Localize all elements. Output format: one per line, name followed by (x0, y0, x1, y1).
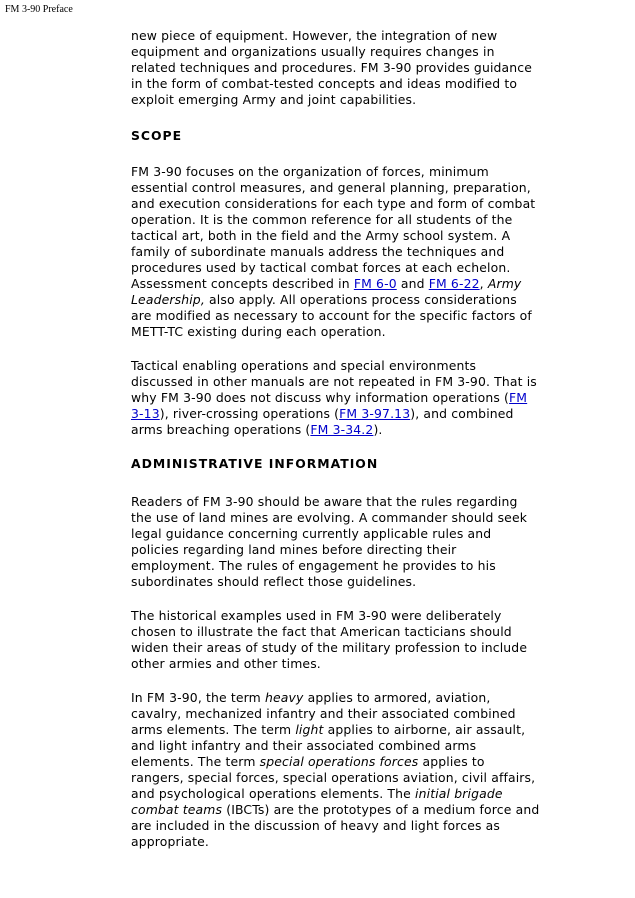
admin-p3-text-5: (IBCTs) are the prototypes of a medium force and are included in the discussion of heavy and light forces as appropriate. (131, 802, 540, 849)
term-heavy: heavy (265, 690, 304, 705)
scope-heading: SCOPE (131, 128, 183, 143)
admin-p3-text-1: In FM 3-90, the term (131, 690, 265, 705)
scope-p1-text-2: and (396, 276, 429, 291)
scope-p2-text-4: ). (373, 422, 383, 437)
link-fm-6-22[interactable]: FM 6-22 (428, 276, 480, 291)
scope-p1-text-1: FM 3-90 focuses on the organization of forces, minimum essential control measures, and general planning, preparation, and execution considerations for each type and form of combat operation. It is the common reference for all students of the tactical art, both in the field and the Army school system. A family of subordinate manuals address the techniques and procedures used by tactical combat forces at each echelon. Assessment concepts described in (131, 164, 536, 291)
term-special-operations-forces: special operations forces (259, 754, 419, 769)
administrative-information-heading: ADMINISTRATIVE INFORMATION (131, 456, 379, 471)
scope-p2-text-1: Tactical enabling operations and special environments discussed in other manuals are not repeated in FM 3-90. That is why FM 3-90 does not discuss why information operations ( (131, 358, 537, 405)
running-header: FM 3-90 Preface (5, 4, 73, 15)
admin-paragraph-3 (131, 690, 541, 850)
admin-p3-text-4: applies to rangers, special forces, special operations aviation, civil affairs, and psychological operations elements. The (131, 754, 536, 801)
intro-paragraph: new piece of equipment. However, the integration of new equipment and organizations usually requires changes in related techniques and procedures. FM 3-90 provides guidance in the form of combat-tested concepts and ideas modified to exploit emerging Army and joint capabilities. (131, 28, 533, 107)
term-light: light (295, 722, 324, 737)
scope-p1-text-3: , (479, 276, 488, 291)
admin-paragraph-2: The historical examples used in FM 3-90 were deliberately chosen to illustrate the fact that American tacticians should widen their areas of study of the military profession to include other armies and other times. (131, 608, 528, 671)
admin-paragraph-1: Readers of FM 3-90 should be aware that the rules regarding the use of land mines are evolving. A commander should seek legal guidance concerning currently applicable rules and policies regarding land mines before directing their employment. The rules of engagement he provides to his subordinates should reflect those guidelines. (131, 494, 528, 589)
admin-p3-text-3: applies to airborne, air assault, and light infantry and their associated combined arms elements. The term (131, 722, 526, 769)
scope-p1-text-4: also apply. All operations process considerations are modified as necessary to account for the specific factors of METT-TC existing during each operation. (131, 292, 532, 339)
link-fm-3-34-2[interactable]: FM 3-34.2 (310, 422, 374, 437)
document-body (131, 28, 541, 868)
scope-p2-text-2: ), river-crossing operations ( (159, 406, 340, 421)
scope-p2-text-3: ), and combined arms breaching operations ( (131, 406, 514, 437)
term-initial-brigade-combat-teams: initial brigade combat teams (131, 786, 503, 817)
scope-paragraph-2 (131, 358, 541, 438)
manual-title-army-leadership: Army Leadership, (131, 276, 522, 307)
link-fm-3-97-13[interactable]: FM 3-97.13 (339, 406, 411, 421)
admin-p3-text-2: applies to armored, aviation, cavalry, mechanized infantry and their associated combined arms elements. The term (131, 690, 516, 737)
link-fm-3-13[interactable]: FM 3-13 (131, 390, 528, 421)
scope-paragraph-1 (131, 164, 541, 340)
link-fm-6-0[interactable]: FM 6-0 (353, 276, 397, 291)
